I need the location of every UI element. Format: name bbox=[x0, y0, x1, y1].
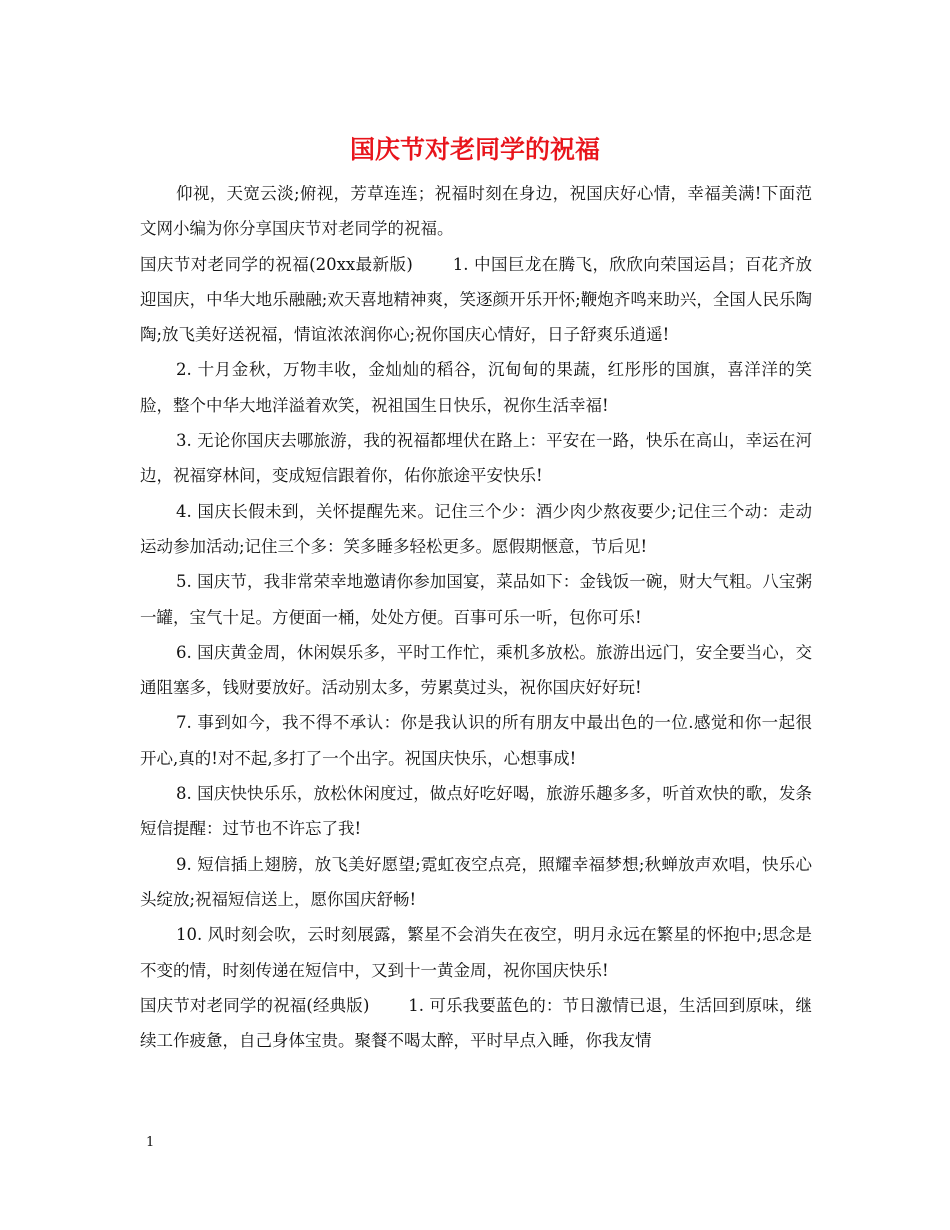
paragraph: 8. 国庆快快乐乐，放松休闲度过，做点好吃好喝，旅游乐趣多多，听首欢快的歌，发条短信提醒：过节也不许忘了我! bbox=[140, 784, 812, 839]
paragraph: 10. 风时刻会吹，云时刻展露，繁星不会消失在夜空，明月永远在繁星的怀抱中;思念是不变的情，时刻传递在短信中，又到十一黄金周，祝你国庆快乐! bbox=[140, 925, 812, 980]
document-title: 国庆节对老同学的祝福 bbox=[349, 135, 600, 164]
paragraph: 7. 事到如今，我不得不承认：你是我认识的所有朋友中最出色的一位.感觉和你一起很开心,真的!对不起,多打了一个出字。祝国庆快乐，心想事成! bbox=[140, 713, 812, 768]
paragraph: 国庆节对老同学的祝福(经典版) 1. 可乐我要蓝色的：节日激情已退，生活回到原味，继续工作疲惫，自己身体宝贵。聚餐不喝太醉，平时早点入睡，你我友情 bbox=[140, 995, 812, 1051]
paragraph: 6. 国庆黄金周，休闲娱乐多，平时工作忙，乘机多放松。旅游出远门，安全要当心，交通阻塞多，钱财要放好。活动别太多，劳累莫过头，祝你国庆好好玩! bbox=[140, 642, 812, 698]
paragraph: 5. 国庆节，我非常荣幸地邀请你参加国宴，菜品如下：金钱饭一碗，财大气粗。八宝粥一罐，宝气十足。方便面一桶，处处方便。百事可乐一听，包你可乐! bbox=[140, 572, 812, 627]
paragraph: 3. 无论你国庆去哪旅游，我的祝福都埋伏在路上：平安在一路，快乐在高山，幸运在河边，祝福穿林间，变成短信跟着你，佑你旅途平安快乐! bbox=[140, 431, 812, 486]
page-number: 1 bbox=[146, 1135, 155, 1150]
paragraph: 4. 国庆长假未到，关怀提醒先来。记住三个少：酒少肉少熬夜要少;记住三个动：走动运动参加活动;记住三个多：笑多睡多轻松更多。愿假期惬意，节后见! bbox=[140, 501, 812, 556]
document-body bbox=[140, 176, 812, 1058]
paragraph: 国庆节对老同学的祝福(20xx最新版) 1. 中国巨龙在腾飞，欣欣向荣国运昌；百花齐放迎国庆，中华大地乐融融;欢天喜地精神爽，笑逐颜开乐开怀;鞭炮齐鸣来助兴，全国人民乐陶陶;放飞美好送祝福，情谊浓浓润你心;祝你国庆心情好，日子舒爽乐逍遥! bbox=[140, 254, 812, 345]
paragraph: 仰视，天宽云淡;俯视，芳草连连；祝福时刻在身边，祝国庆好心情，幸福美满!下面范文网小编为你分享国庆节对老同学的祝福。 bbox=[140, 184, 812, 239]
paragraph: 2. 十月金秋，万物丰收，金灿灿的稻谷，沉甸甸的果蔬，红彤彤的国旗，喜洋洋的笑脸，整个中华大地洋溢着欢笑，祝祖国生日快乐，祝你生活幸福! bbox=[140, 360, 812, 415]
paragraph: 9. 短信插上翅膀，放飞美好愿望;霓虹夜空点亮，照耀幸福梦想;秋蝉放声欢唱，快乐心头绽放;祝福短信送上，愿你国庆舒畅! bbox=[140, 854, 812, 909]
